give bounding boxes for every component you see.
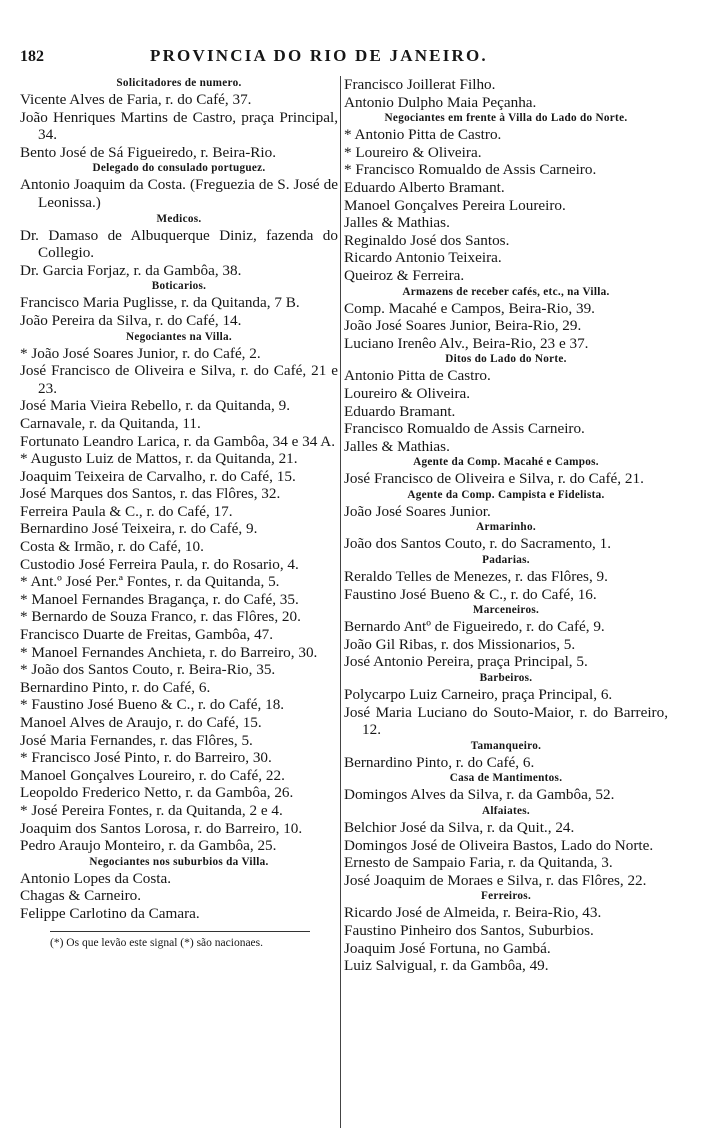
directory-entry: Ricardo Antonio Teixeira. [344, 249, 502, 267]
directory-entry: Domingos José de Oliveira Bastos, Lado do Norte. [344, 836, 654, 854]
directory-entry: Francisco Romualdo de Assis Carneiro. [344, 420, 585, 438]
directory-entry: Luiz Salvigual, r. da Gambôa, 49. [344, 957, 549, 975]
directory-entry: Bento José de Sá Figueiredo, r. Beira-Rio. [20, 143, 277, 161]
directory-entry: Bernardino José Teixeira, r. do Café, 9. [20, 520, 258, 538]
section-heading: Boticarios. [151, 280, 207, 293]
directory-entry: José Maria Vieira Rebello, r. da Quitanda, 9. [20, 397, 290, 415]
directory-entry: Joaquim Teixeira de Carvalho, r. do Café, 15. [20, 467, 296, 485]
section-heading: Alfaiates. [481, 805, 531, 817]
directory-entry: Jalles & Mathias. [344, 437, 450, 455]
directory-entry: Loureiro & Oliveira. [344, 384, 471, 402]
section-heading: Negociantes em frente à Villa do Lado do Norte. [384, 112, 628, 125]
directory-entry: João Pereira da Silva, r. do Café, 14. [20, 311, 242, 329]
section-heading: Ferreiros. [480, 890, 532, 903]
directory-entry: * Manoel Fernandes Bragança, r. do Café, 35. [20, 590, 299, 608]
directory-entry: João José Soares Junior. [344, 502, 491, 520]
directory-entry: Polycarpo Luiz Carneiro, praça Principal, 6. [344, 686, 613, 704]
directory-entry: Pedro Araujo Monteiro, r. da Gambôa, 25. [20, 837, 277, 855]
directory-entry: José Maria Luciano do Souto-Maior, r. do Barreiro, 12. [344, 703, 668, 739]
directory-entry: Dr. Garcia Forjaz, r. da Gambôa, 38. [20, 261, 242, 279]
section-heading: Ditos do Lado do Norte. [445, 353, 567, 366]
directory-entry: Manoel Gonçalves Loureiro, r. do Café, 22. [20, 766, 285, 784]
directory-entry: José Francisco de Oliveira e Silva, r. do Café, 21. [344, 470, 644, 488]
directory-entry: Faustino José Bueno & C., r. do Café, 16. [344, 585, 597, 603]
directory-entry: Costa & Irmão, r. do Café, 10. [20, 538, 204, 556]
directory-entry: Eduardo Alberto Bramant. [344, 178, 505, 196]
directory-entry: * Antonio Pitta de Castro. [344, 126, 502, 144]
section-heading: Medicos. [156, 212, 202, 225]
directory-entry: Francisco Joillerat Filho. [344, 76, 496, 93]
section-heading: Armazens de receber cafés, etc., na Villa. [402, 285, 610, 298]
section-heading: Solicitadores de numero. [116, 77, 242, 89]
page-number: 182 [20, 48, 44, 65]
directory-entry: * Faustino José Bueno & C., r. do Café, 18. [20, 696, 285, 714]
directory-entry: * José Pereira Fontes, r. da Quitanda, 2 e 4. [20, 801, 283, 819]
directory-entry: Reginaldo José dos Santos. [344, 231, 510, 249]
footnote-rule [50, 931, 310, 932]
directory-entry: Luciano Irenêo Alv., Beira-Rio, 23 e 37. [344, 334, 589, 352]
directory-entry: João José Soares Junior, Beira-Rio, 29. [344, 317, 582, 335]
directory-entry: Dr. Damaso de Albuquerque Diniz, fazenda do Collegio. [20, 226, 338, 262]
section-heading: Delegado do consulado portuguez. [92, 162, 266, 175]
directory-entry: * Loureiro & Oliveira. [344, 143, 482, 161]
directory-entry: Queiroz & Ferreira. [344, 266, 465, 284]
directory-entry: * João José Soares Junior, r. do Café, 2. [20, 344, 261, 362]
directory-entry: Belchior José da Silva, r. da Quit., 24. [344, 819, 575, 836]
directory-entry: Jalles & Mathias. [344, 214, 450, 232]
directory-entry: * Augusto Luiz de Mattos, r. da Quitanda, 21. [20, 450, 298, 468]
directory-entry: Joaquim dos Santos Lorosa, r. do Barreiro, 10. [20, 819, 303, 837]
directory-entry: José Marques dos Santos, r. das Flôres, 32. [20, 485, 281, 503]
running-title: PROVINCIA DO RIO DE JANEIRO. [150, 46, 488, 65]
section-heading: Casa de Mantimentos. [449, 772, 563, 785]
directory-entry: Ferreira Paula & C., r. do Café, 17. [20, 502, 233, 520]
directory-entry: Leopoldo Frederico Netto, r. da Gambôa, 26. [20, 784, 294, 802]
column-divider [340, 76, 341, 1128]
directory-entry: José Maria Fernandes, r. das Flôres, 5. [20, 731, 253, 749]
directory-entry: Carnavale, r. da Quitanda, 11. [20, 414, 201, 432]
directory-entry: Antonio Joaquim da Costa. (Freguezia de S. José de Leonissa.) [20, 176, 338, 211]
directory-entry: Antonio Dulpho Maia Peçanha. [344, 93, 537, 111]
directory-entry: Antonio Lopes da Costa. [20, 869, 172, 887]
directory-entry: Antonio Pitta de Castro. [344, 367, 491, 385]
section-heading: Tamanqueiro. [470, 739, 542, 752]
directory-entry: * João dos Santos Couto, r. Beira-Rio, 35. [20, 661, 276, 679]
directory-entry: Bernardino Pinto, r. do Café, 6. [20, 678, 211, 696]
directory-entry: * Ant.º José Per.ª Fontes, r. da Quitanda, 5. [20, 573, 280, 591]
directory-entry: Francisco Duarte de Freitas, Gambôa, 47. [20, 626, 274, 644]
directory-entry: Bernardo Antº de Figueiredo, r. do Café, 9. [344, 618, 605, 636]
directory-entry: João dos Santos Couto, r. do Sacramento, 1. [344, 535, 612, 553]
directory-entry: Comp. Macahé e Campos, Beira-Rio, 39. [344, 299, 595, 317]
directory-entry: Ricardo José de Almeida, r. Beira-Rio, 43. [344, 904, 602, 922]
footnote: (*) Os que levão este signal (*) são nacionaes. [50, 936, 263, 949]
directory-entry: * Francisco Romualdo de Assis Carneiro. [344, 161, 597, 179]
directory-entry: Francisco Maria Puglisse, r. da Quitanda, 7 B. [20, 294, 300, 312]
directory-entry: Felippe Carlotino da Camara. [20, 904, 200, 922]
directory-entry: Bernardino Pinto, r. do Café, 6. [344, 753, 535, 771]
directory-entry: Faustino Pinheiro dos Santos, Suburbios. [344, 921, 594, 939]
directory-entry: José Joaquim de Moraes e Silva, r. das Flôres, 22. [344, 871, 647, 889]
directory-entry: Fortunato Leandro Larica, r. da Gambôa, 34 e 34 A. [20, 432, 336, 450]
section-heading: Padarias. [482, 554, 530, 567]
left-column [20, 76, 338, 950]
directory-entry: José Antonio Pereira, praça Principal, 5. [344, 653, 588, 671]
directory-entry: * Francisco José Pinto, r. do Barreiro, 30. [20, 749, 272, 767]
directory-entry: Joaquim José Fortuna, no Gambá. [344, 939, 551, 957]
section-heading: Barbeiros. [479, 672, 533, 685]
directory-entry: Custodio José Ferreira Paula, r. do Rosario, 4. [20, 555, 299, 573]
directory-entry: Ernesto de Sampaio Faria, r. da Quitanda, 3. [344, 854, 613, 872]
directory-entry: João Gil Ribas, r. dos Missionarios, 5. [344, 635, 576, 653]
page-header [20, 46, 703, 72]
directory-entry: Eduardo Bramant. [344, 402, 456, 420]
directory-entry: João Henriques Martins de Castro, praça Principal, 34. [20, 108, 338, 144]
section-heading: Marceneiros. [472, 604, 540, 617]
directory-entry: Manoel Alves de Araujo, r. do Café, 15. [20, 714, 262, 731]
section-heading: Agente da Comp. Macahé e Campos. [413, 456, 599, 469]
directory-entry: Manoel Gonçalves Pereira Loureiro. [344, 196, 566, 214]
directory-entry: Domingos Alves da Silva, r. da Gambôa, 52. [344, 786, 615, 804]
directory-entry: Vicente Alves de Faria, r. do Café, 37. [20, 91, 252, 108]
directory-entry: * Bernardo de Souza Franco, r. das Flôres, 20. [20, 608, 301, 626]
directory-entry: Reraldo Telles de Menezes, r. das Flôres, 9. [344, 568, 608, 586]
directory-entry: José Francisco de Oliveira e Silva, r. do Café, 21 e 23. [20, 362, 338, 397]
section-heading: Armarinho. [476, 521, 536, 534]
right-column [344, 76, 668, 975]
section-heading: Negociantes na Villa. [125, 330, 233, 343]
directory-entry: * Manoel Fernandes Anchieta, r. do Barreiro, 30. [20, 643, 318, 661]
section-heading: Agente da Comp. Campista e Fidelista. [407, 488, 605, 501]
section-heading: Negociantes nos suburbios da Villa. [89, 855, 269, 868]
directory-entry: Chagas & Carneiro. [20, 887, 142, 905]
